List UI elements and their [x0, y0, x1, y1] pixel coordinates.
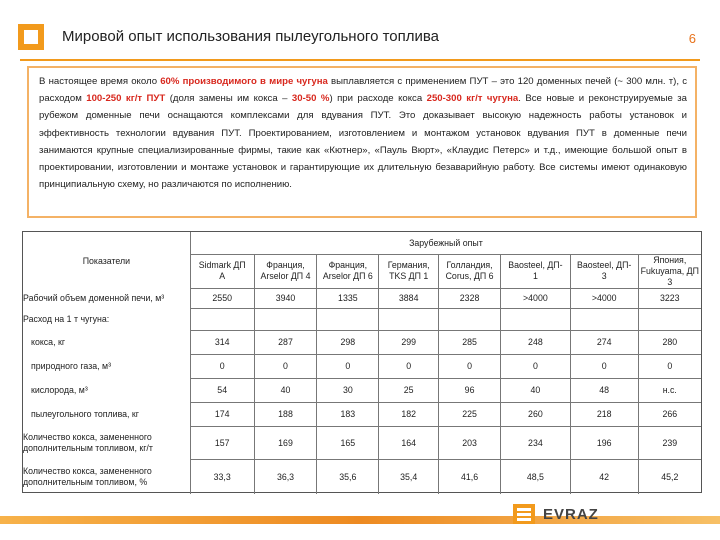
table-row [23, 354, 701, 378]
table-cell: 285 [439, 330, 501, 354]
table-cell: 2328 [439, 288, 501, 308]
table-cell: >4000 [501, 288, 571, 308]
row-label: Количество кокса, замененного дополнительным топливом, % [23, 466, 152, 487]
table-cell: 1335 [317, 288, 379, 308]
table-cell: 182 [379, 402, 439, 426]
data-table [23, 232, 701, 494]
table-cell: 45,2 [638, 459, 701, 494]
evraz-logo-icon [513, 504, 535, 524]
column-header: Франция, Arselor ДП 4 [254, 254, 317, 288]
row-label: Количество кокса, замененного дополнительным топливом, кг/т [23, 432, 153, 453]
table-cell: 3940 [254, 288, 317, 308]
highlight-consumption: 100-250 кг/т ПУТ [86, 93, 166, 105]
column-header: Германия, TKS ДП 1 [379, 254, 439, 288]
row-label: Расход на 1 т чугуна: [23, 313, 110, 324]
table-cell: 260 [501, 402, 571, 426]
table-cell: 196 [570, 426, 638, 459]
table-cell: 274 [570, 330, 638, 354]
table-cell [570, 308, 638, 330]
group-header: Зарубежный опыт [190, 232, 701, 254]
table-cell: 48,5 [501, 459, 571, 494]
table-cell: 40 [254, 378, 317, 402]
table-cell: 299 [379, 330, 439, 354]
table-cell: н.с. [638, 378, 701, 402]
table-cell: 48 [570, 378, 638, 402]
row-label: кислорода, м³ [31, 384, 88, 395]
table-cell [501, 308, 571, 330]
table-cell [190, 308, 254, 330]
table-cell: 314 [190, 330, 254, 354]
table-cell: 280 [638, 330, 701, 354]
table-cell [254, 308, 317, 330]
table-cell: 40 [501, 378, 571, 402]
intro-text: . Все новые и реконструируемые за рубежом доменные печи оснащаются комплексами для вдувания ПУТ. Это доказывает высокую надежность работы установок и эффективность технологии вдувания ПУТ. Проектированием, изготовлением и монтажом установок вдувания ПУТ в доменные печи занимаются крупные специализированные фирмы, такие как «Кютнер», «Пауль Вюрт», «Клаудис Петерс» и т.д., имеющие большой опыт в проектировании, изготовлении и монтаже установок и гарантирующие их длительную безаварийную работу. Все системы имеют одинаковую принципиальную схему, но различаются по исполнению. [39, 93, 688, 191]
table-cell: 188 [254, 402, 317, 426]
header-divider [20, 59, 700, 61]
row-label: пылеугольного топлива, кг [31, 408, 139, 419]
row-label: кокса, кг [31, 336, 66, 347]
table-cell: 3884 [379, 288, 439, 308]
column-header: Япония, Fukuyama, ДП 3 [638, 254, 701, 288]
table-cell: 3223 [638, 288, 701, 308]
table-cell: 36,3 [254, 459, 317, 494]
table-cell: 0 [570, 354, 638, 378]
table-cell: 0 [501, 354, 571, 378]
evraz-logo [513, 503, 599, 525]
indicator-header: Показатели [82, 256, 131, 266]
table-cell: 165 [317, 426, 379, 459]
table-row [23, 330, 701, 354]
table-cell: 225 [439, 402, 501, 426]
table-cell: 35,4 [379, 459, 439, 494]
table-cell: 25 [379, 378, 439, 402]
table-row [23, 402, 701, 426]
table-cell: 298 [317, 330, 379, 354]
table-cell: 203 [439, 426, 501, 459]
intro-text: выплавляется с применением ПУТ – это 120 доменных печей (~ 300 млн. т), с расходом [39, 76, 687, 105]
table-cell: 96 [439, 378, 501, 402]
table-cell: 174 [190, 402, 254, 426]
page-title: Мировой опыт использования пылеугольного топлива [62, 28, 440, 45]
intro-text-box [27, 66, 697, 218]
table-row [23, 308, 701, 330]
highlight-replacement: 30-50 % [291, 93, 330, 105]
table-cell: 169 [254, 426, 317, 459]
intro-text: ) при расходе кокса [329, 93, 427, 105]
table-row [23, 426, 701, 459]
table-cell: 287 [254, 330, 317, 354]
data-table-frame [22, 231, 702, 493]
page-number: 6 [688, 31, 696, 46]
table-cell: 266 [638, 402, 701, 426]
table-cell: 30 [317, 378, 379, 402]
intro-text: (доля замены им кокса – [165, 93, 292, 105]
table-cell: 0 [317, 354, 379, 378]
table-cell: 54 [190, 378, 254, 402]
table-cell: 0 [439, 354, 501, 378]
column-header: Baosteel, ДП- 1 [501, 254, 571, 288]
highlight-coke: 250-300 кг/т чугуна [426, 93, 519, 105]
row-label: природного газа, м³ [31, 360, 111, 371]
logo-square-icon [18, 24, 44, 50]
table-cell: 2550 [190, 288, 254, 308]
table-cell: 0 [190, 354, 254, 378]
footer-stripe [0, 516, 720, 524]
table-row [23, 288, 701, 308]
table-cell: 183 [317, 402, 379, 426]
table-cell [379, 308, 439, 330]
table-cell: 0 [379, 354, 439, 378]
column-header: Baosteel, ДП- 3 [570, 254, 638, 288]
column-header: Sidmark ДП А [190, 254, 254, 288]
table-cell: 0 [254, 354, 317, 378]
highlight-share: 60% производимого в мире чугуна [160, 76, 328, 87]
table-row [23, 378, 701, 402]
table-cell: 218 [570, 402, 638, 426]
table-cell: 164 [379, 426, 439, 459]
row-label: Рабочий объем доменной печи, м³ [23, 292, 165, 303]
table-cell [638, 308, 701, 330]
column-header: Голландия, Corus, ДП 6 [439, 254, 501, 288]
table-cell: 33,3 [190, 459, 254, 494]
table-cell: 157 [190, 426, 254, 459]
intro-text: В настоящее время около [39, 76, 161, 87]
table-cell: 239 [638, 426, 701, 459]
table-cell: 0 [638, 354, 701, 378]
table-row [23, 459, 701, 494]
table-cell: 234 [501, 426, 571, 459]
table-cell: 248 [501, 330, 571, 354]
table-cell: 35,6 [317, 459, 379, 494]
table-cell: >4000 [570, 288, 638, 308]
column-header: Франция, Arselor ДП 6 [317, 254, 379, 288]
table-cell: 42 [570, 459, 638, 494]
table-cell [317, 308, 379, 330]
brand-name: EVRAZ [543, 505, 599, 523]
table-cell: 41,6 [439, 459, 501, 494]
table-cell [439, 308, 501, 330]
